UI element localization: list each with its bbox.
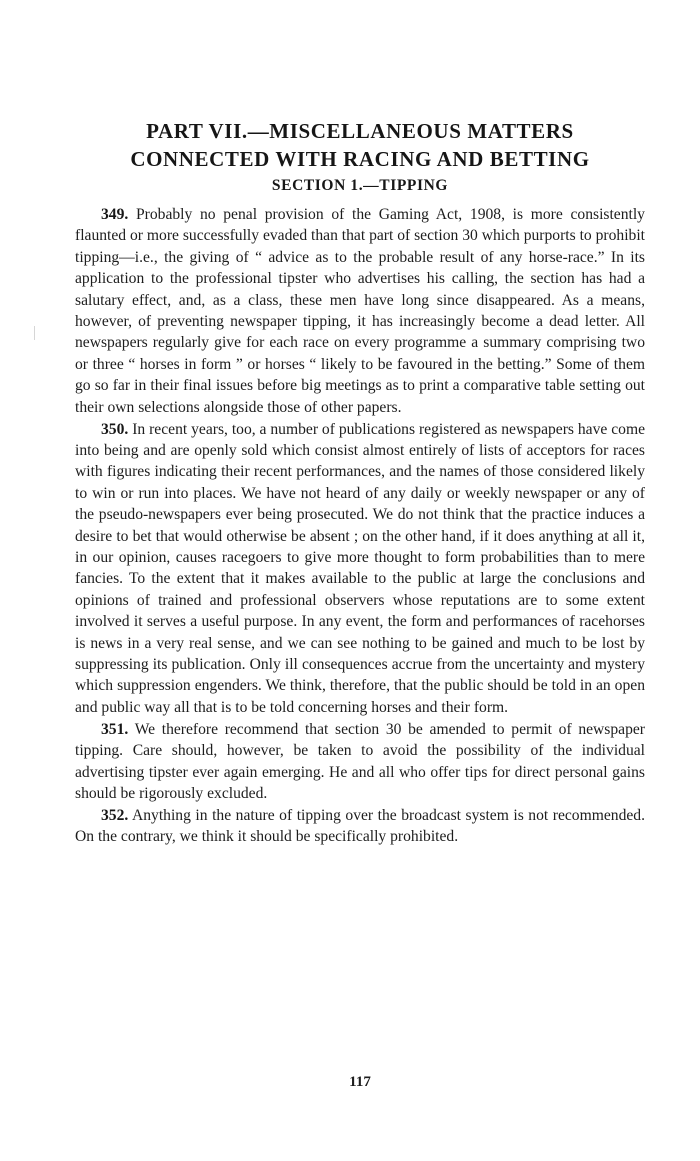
- part-title: [75, 117, 645, 173]
- paragraph-text: In recent years, too, a number of publications registered as newspapers have come into being and are openly sold which consist almost entirely of lists of acceptors for races with figures indicating their recent performances, and the names of those considered likely to win or run into places. We have not heard of any daily or weekly newspaper or any of the pseudo-newspapers ever being prosecuted. We do not think that the practice induces a desire to bet that would otherwise be absent ; on the other hand, if it does anything at all it, in our opinion, causes racegoers to give more thought to form probabilities than to mere fancies. To the extent that it makes available to the public at large the conclusions and opinions of trained and professional observers whose reputations are to some extent involved it serves a useful purpose. In any event, the form and performances of racehorses is news in a very real sense, and we can see nothing to be gained and much to be lost by suppressing its publication. Only ill consequences accrue from the uncertainty and mystery which suppression engenders. We think, therefore, that the public should be told in an open and public way all that is to be told concerning horses and their form.: [75, 420, 646, 716]
- page-number: 117: [349, 1074, 371, 1090]
- paragraph-number: 349.: [101, 206, 129, 223]
- paragraph-349: [75, 204, 645, 418]
- paragraph-352: [75, 805, 645, 848]
- body-text: [75, 204, 645, 848]
- part-title-line-2: CONNECTED WITH RACING AND BETTING: [130, 147, 590, 171]
- margin-mark: [34, 326, 35, 340]
- paragraph-351: [75, 719, 645, 805]
- paragraph-text: Probably no penal provision of the Gaming Act, 1908, is more consistently flaunted or more successfully evaded than that part of section 30 which purports to prohibit tipping—i.e., the giving of “ advice as to the probable result of any horse-race.” In its application to the professional tipster who advertises his calling, the section has had a salutary effect, and, as a class, these men have long since disappeared. As a means, however, of preventing newspaper tipping, it has increasingly become a dead letter. All newspapers regularly give for each race on every programme a summary comprising two or three “ horses in form ” or horses “ likely to be favoured in the betting.” Some of them go so far in their final issues before big meetings as to print a comparative table setting out their own selections alongside those of other papers.: [75, 206, 645, 416]
- paragraph-text: We therefore recommend that section 30 be amended to permit of newspaper tipping. Care should, however, be taken to avoid the possibility of the individual advertising tipster ever again emerging. He and all who offer tips for direct personal gains should be rigorously excluded.: [75, 720, 645, 802]
- section-title: SECTION 1.—TIPPING: [271, 177, 449, 194]
- paragraph-number: 352.: [101, 806, 129, 824]
- paragraph-number: 351.: [101, 720, 129, 738]
- paragraph-350: [75, 419, 645, 719]
- paragraph-number: 350.: [101, 420, 129, 438]
- paragraph-text: Anything in the nature of tipping over the broadcast system is not recommended. On the contrary, we think it should be specifically prohibited.: [75, 806, 645, 846]
- part-title-line-1: PART VII.—MISCELLANEOUS MATTERS: [146, 119, 574, 143]
